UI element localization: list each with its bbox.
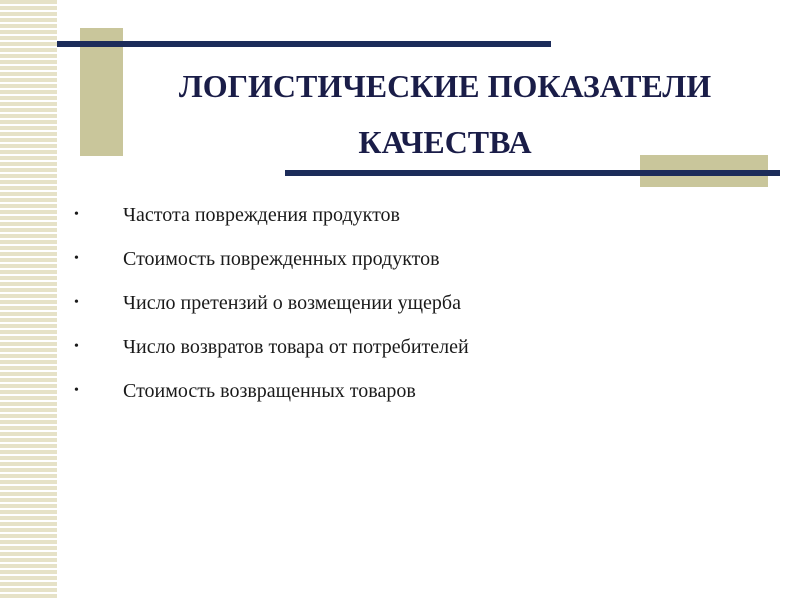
slide-title-line-1: ЛОГИСТИЧЕСКИЕ ПОКАЗАТЕЛИ (178, 68, 712, 104)
title-rule-bottom (285, 170, 780, 176)
bullet-marker: • (74, 295, 79, 310)
bullet-marker: • (74, 251, 79, 266)
bullet-text: Стоимость поврежденных продуктов (123, 248, 440, 270)
title-rule-top (57, 41, 551, 47)
bullet-text: Частота повреждения продуктов (123, 204, 401, 226)
slide-title-line-2: КАЧЕСТВА (358, 124, 532, 160)
striped-margin-decoration (0, 0, 57, 600)
bullet-marker: • (74, 383, 79, 398)
bullet-text: Число претензий о возмещении ущерба (123, 292, 461, 314)
slide-title (100, 58, 790, 170)
bullet-marker: • (74, 207, 79, 222)
bullet-text: Число возвратов товара от потребителей (123, 336, 469, 358)
bullet-text: Стоимость возвращенных товаров (123, 380, 416, 402)
bullet-marker: • (74, 339, 79, 354)
